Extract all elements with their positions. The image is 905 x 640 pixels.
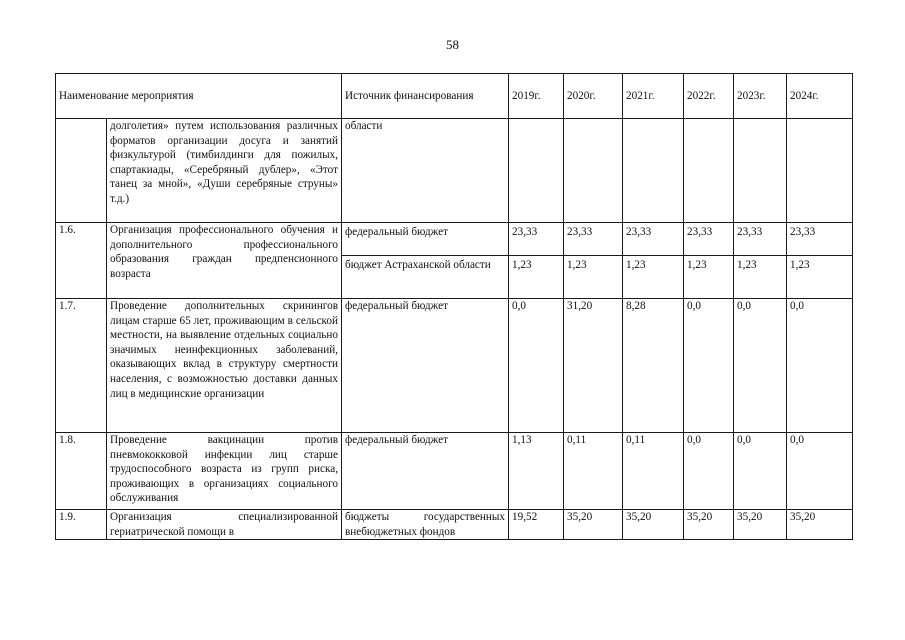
table-row — [56, 119, 853, 223]
measure-name: Проведение вакцинации против пневмококковой инфекции лиц старше трудоспособного возраста из групп риска, проживающих в организациях социального обслуживания — [107, 433, 342, 510]
value-2020: 35,20 — [564, 510, 623, 540]
header-year-2021: 2021г. — [623, 74, 684, 119]
row-number — [56, 119, 107, 223]
header-year-2023: 2023г. — [734, 74, 787, 119]
value-2023: 1,23 — [737, 259, 757, 271]
funding-source: федеральный бюджет — [342, 433, 509, 510]
table-row — [56, 223, 853, 299]
page-number: 58 — [446, 37, 459, 52]
value-2022-cell — [684, 223, 734, 299]
value-2021: 8,28 — [623, 299, 684, 433]
funding-source-cell — [342, 223, 509, 299]
value-2024: 23,33 — [787, 223, 852, 256]
header-year-2022: 2022г. — [684, 74, 734, 119]
value-2024-cell — [787, 223, 853, 299]
measure-name: Организация специализированной гериатрической помощи в — [107, 510, 342, 540]
value-2021-cell — [623, 223, 684, 299]
value-2021: 35,20 — [623, 510, 684, 540]
funding-source: области — [342, 119, 509, 223]
row-number: 1.7. — [56, 299, 107, 433]
funding-source: федеральный бюджет — [342, 223, 508, 256]
value-2020: 1,23 — [567, 259, 587, 271]
value-2019: 23,33 — [509, 223, 563, 256]
value-2021: 23,33 — [623, 223, 683, 256]
header-source: Источник финансирования — [342, 74, 509, 119]
header-year-2024: 2024г. — [787, 74, 853, 119]
value-2020 — [564, 119, 623, 223]
value-2021 — [623, 119, 684, 223]
value-2024: 35,20 — [787, 510, 853, 540]
value-2020-cell — [564, 223, 623, 299]
value-2019 — [509, 119, 564, 223]
value-2020: 31,20 — [564, 299, 623, 433]
value-2024: 0,0 — [787, 299, 853, 433]
row-number: 1.8. — [56, 433, 107, 510]
row-number: 1.9. — [56, 510, 107, 540]
value-2022: 1,23 — [687, 259, 707, 271]
measures-table — [55, 73, 853, 540]
value-2019: 0,0 — [509, 299, 564, 433]
value-2024: 0,0 — [787, 433, 853, 510]
value-2024 — [787, 119, 853, 223]
value-2023: 0,0 — [734, 299, 787, 433]
value-2023-cell — [734, 223, 787, 299]
value-2023 — [734, 119, 787, 223]
value-2020: 0,11 — [564, 433, 623, 510]
value-2022: 0,0 — [684, 433, 734, 510]
value-2019: 1,13 — [509, 433, 564, 510]
table-row — [56, 299, 853, 433]
header-name: Наименование мероприятия — [56, 74, 342, 119]
funding-source: бюджет Астраханской области — [345, 259, 491, 271]
header-year-2020: 2020г. — [564, 74, 623, 119]
value-2020: 23,33 — [564, 223, 622, 256]
table-row — [56, 433, 853, 510]
value-2022: 35,20 — [684, 510, 734, 540]
measure-name: Организация профессионального обучения и дополнительного профессионального образования граждан предпенсионного возраста — [107, 223, 342, 299]
value-2024: 1,23 — [790, 259, 810, 271]
value-2021: 1,23 — [626, 259, 646, 271]
value-2022 — [684, 119, 734, 223]
value-2023: 0,0 — [734, 433, 787, 510]
value-2022: 23,33 — [684, 223, 733, 256]
table-row — [56, 510, 853, 540]
value-2023: 23,33 — [734, 223, 786, 256]
header-year-2019: 2019г. — [509, 74, 564, 119]
row-number: 1.6. — [56, 223, 107, 299]
value-2019-cell — [509, 223, 564, 299]
value-2021: 0,11 — [623, 433, 684, 510]
value-2022: 0,0 — [684, 299, 734, 433]
funding-source: бюджеты государственных внебюджетных фондов — [342, 510, 509, 540]
funding-source: федеральный бюджет — [342, 299, 509, 433]
measure-name: долголетия» путем использования различных форматов организации досуга и занятий физкультурой (тимбилдинги для пожилых, спартакиады, «Серебряный дублер», «Этот танец за мной», «Души серебряные струны» т.д.) — [107, 119, 342, 223]
header-row — [56, 74, 853, 119]
value-2019: 1,23 — [512, 259, 532, 271]
measure-name: Проведение дополнительных скринингов лицам старше 65 лет, проживающим в сельской местности, на выявление отдельных социально значимых неинфекционных заболеваний, оказывающих вклад в структуру смертности населения, с возможностью доставки данных лиц в медицинские организации — [107, 299, 342, 433]
value-2023: 35,20 — [734, 510, 787, 540]
value-2019: 19,52 — [509, 510, 564, 540]
